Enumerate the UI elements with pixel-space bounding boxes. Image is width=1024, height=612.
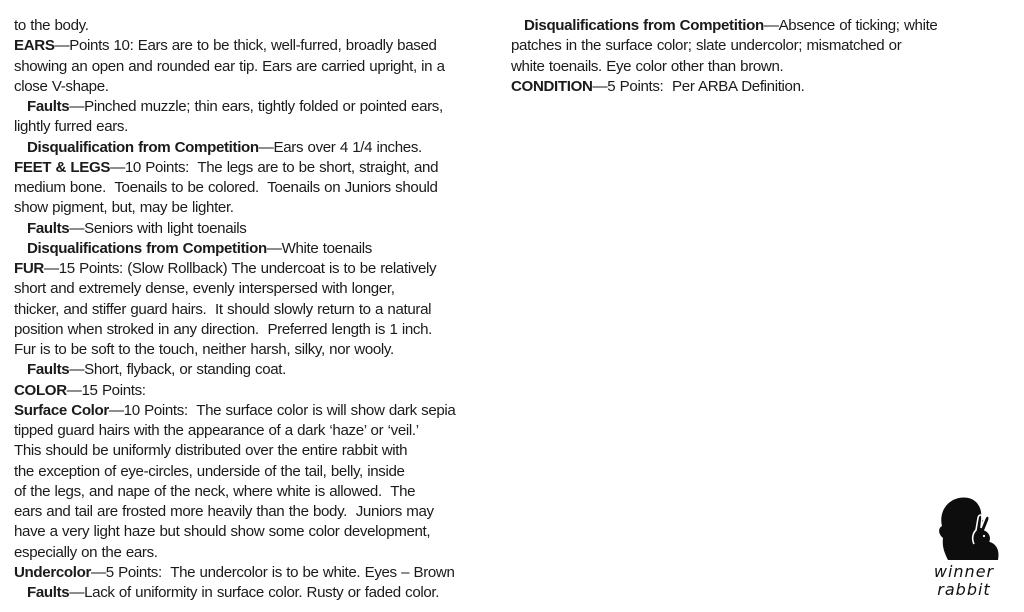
section-heading: COLOR [14,381,67,399]
logo-word-winner: winner [933,562,995,581]
text-line [14,16,494,36]
text-line [14,36,494,56]
text-line [14,340,494,360]
text-line [14,441,494,461]
body-text: —Seniors with light toenails [69,219,247,237]
body-text: —White toenails [266,239,372,257]
body-text: —5 Points: Per ARBA Definition. [592,77,805,95]
text-line [14,279,494,299]
section-heading: FEET & LEGS [14,158,111,176]
text-line [14,117,494,137]
section-heading: Faults [27,98,70,115]
body-text: —Pinched muzzle; thin ears, tightly folded or pointed ears, [69,98,443,115]
body-text: —Short, flyback, or standing coat. [69,361,286,379]
text-line [14,77,494,97]
text-line [14,57,494,77]
section-heading: Surface Color [14,401,109,419]
text-line [14,401,494,421]
body-text: —Ears over 4 1/4 inches. [258,138,422,156]
text-line [14,563,494,583]
body-text: thicker, and stiffer guard hairs. It should slowly return to a natural [14,300,432,318]
body-text: Fur is to be soft to the touch, neither harsh, silky, nor wooly. [14,341,394,358]
text-line [14,219,494,239]
text-line [14,320,494,340]
text-line [14,543,494,563]
text-line [14,198,494,218]
section-heading: FUR [14,260,44,277]
logo-word-rabbit: rabbit [937,580,991,599]
body-text: position when stroked in any direction. Preferred length is 1 inch. [14,320,432,338]
body-text: —Lack of uniformity in surface color. Rusty or faded color. [69,584,440,601]
body-text: —15 Points: (Slow Rollback) The undercoat is to be relatively [43,260,437,277]
body-text: have a very light haze but should show some color development, [14,523,431,541]
text-line [14,583,494,603]
body-text: tipped guard hairs with the appearance of a dark ‘haze’ or ‘veil.’ [14,422,419,439]
body-text: to the body. [14,17,89,34]
section-heading: EARS [14,37,55,55]
section-heading: Faults [27,361,70,379]
text-line [14,300,494,320]
text-line [511,16,981,36]
winner-rabbit-logo [918,494,1010,602]
text-line [14,381,494,401]
body-text: —10 Points: The surface color is will show dark sepia [108,401,456,419]
body-text: —Absence of ticking; white [763,17,938,34]
body-text: —10 Points: The legs are to be short, straight, and [110,158,439,176]
text-line [14,259,494,279]
text-line [511,77,981,97]
section-heading: Disqualification from Competition [27,138,259,156]
body-text: white toenails. Eye color other than brown. [511,57,784,75]
text-line [14,522,494,542]
child-rabbit-silhouette-icon [918,494,1010,564]
text-line [14,239,494,259]
section-heading: Faults [27,584,70,601]
body-text: —Points 10: Ears are to be thick, well-furred, broadly based [54,37,437,55]
text-line [511,57,981,77]
section-heading: CONDITION [511,77,593,95]
text-line [14,178,494,198]
right-column [511,16,981,97]
body-text: medium bone. Toenails to be colored. Toenails on Juniors should [14,179,438,196]
text-line [511,36,981,56]
body-text: the exception of eye-circles, underside of the tail, belly, inside [14,462,405,480]
section-heading: Faults [27,219,70,237]
text-line [14,462,494,482]
body-text: show pigment, but, may be lighter. [14,199,234,217]
body-text: showing an open and rounded ear tip. Ears are carried upright, in a [14,57,445,75]
text-line [14,482,494,502]
body-text: of the legs, and nape of the neck, where white is allowed. The [14,482,416,500]
text-line [14,97,494,117]
text-line [14,158,494,178]
body-text: patches in the surface color; slate undercolor; mismatched or [511,37,902,55]
section-heading: Undercolor [14,563,92,581]
body-text: This should be uniformly distributed over the entire rabbit with [14,442,408,460]
body-text: ears and tail are frosted more heavily than the body. Juniors may [14,503,434,520]
body-text: short and extremely dense, evenly interspersed with longer, [14,280,395,298]
left-column [14,16,494,603]
section-heading: Disqualifications from Competition [524,17,764,34]
text-line [14,360,494,380]
body-text: —5 Points: The undercolor is to be white. Eyes – Brown [91,563,455,581]
text-line [14,138,494,158]
body-text: lightly furred ears. [14,118,128,136]
body-text: —15 Points: [66,381,146,399]
section-heading: Disqualifications from Competition [27,239,267,257]
body-text: especially on the ears. [14,543,158,561]
body-text: close V-shape. [14,77,109,95]
text-line [14,421,494,441]
text-line [14,502,494,522]
